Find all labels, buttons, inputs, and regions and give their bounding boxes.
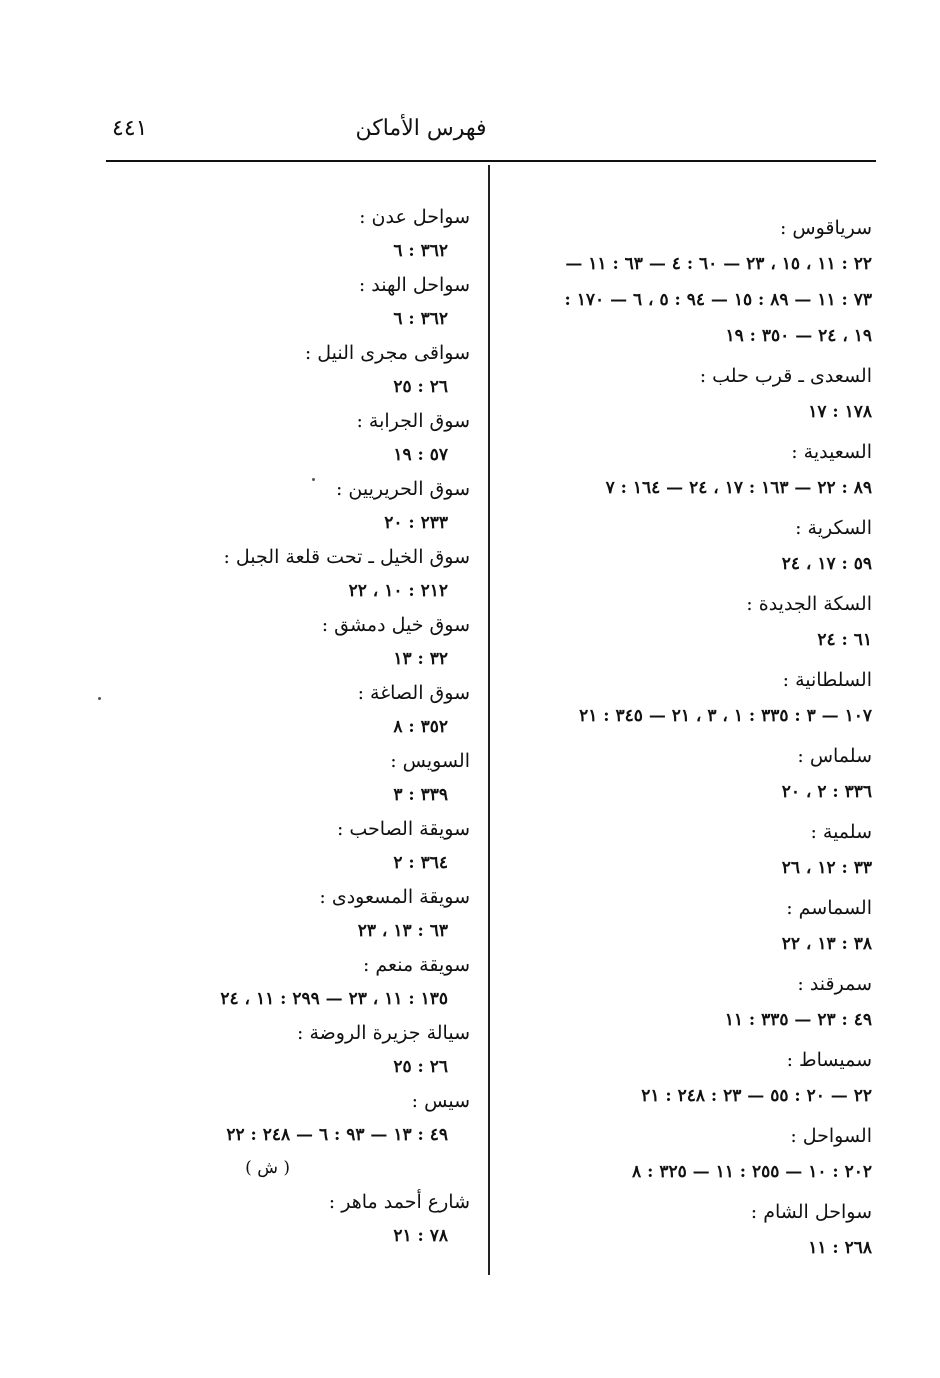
place-name: شارع أحمد ماهر : bbox=[328, 1191, 470, 1213]
page-refs: ٧٣ : ١١ — ٨٩ : ١٥ — ٩٤ : ٥ ، ٦ — ١٧٠ : bbox=[564, 290, 872, 310]
page-refs: ٢٢ — ٢٠ : ٥٥ — ٢٣ : ٢٤٨ : ٢١ bbox=[641, 1086, 872, 1106]
place-name: سواحل الشام : bbox=[750, 1201, 872, 1223]
index-entry bbox=[512, 968, 872, 1037]
page-refs: ٦١ : ٢٤ bbox=[817, 630, 872, 650]
column-divider bbox=[488, 165, 490, 1275]
page-refs: ٣٣٩ : ٣ bbox=[393, 785, 448, 805]
index-entry bbox=[512, 588, 872, 657]
page-refs: ١٣٥ : ١١ ، ٢٣ — ٢٩٩ : ١١ ، ٢٤ bbox=[220, 989, 448, 1009]
place-name: سوق الحريريين : bbox=[335, 478, 470, 500]
place-name: سواحل عدن : bbox=[359, 206, 470, 228]
index-entry bbox=[512, 816, 872, 885]
place-name: سلمية : bbox=[810, 821, 872, 843]
place-name: السعيدية : bbox=[791, 441, 872, 463]
index-entry bbox=[140, 813, 470, 880]
place-name: السكرية : bbox=[795, 517, 872, 539]
index-entry bbox=[512, 740, 872, 809]
index-entry bbox=[140, 609, 470, 676]
page-refs: ٣٣ : ١٢ ، ٢٦ bbox=[781, 858, 872, 878]
page-refs: ٣٥٢ : ٨ bbox=[393, 717, 448, 737]
index-entry bbox=[140, 473, 470, 540]
page-refs: ٢٦٨ : ١١ bbox=[808, 1238, 872, 1258]
index-entry bbox=[140, 745, 470, 812]
page-refs: ٣٣٦ : ٢ ، ٢٠ bbox=[781, 782, 872, 802]
index-entry bbox=[140, 1017, 470, 1084]
place-name: سيس : bbox=[411, 1090, 470, 1112]
place-name: السلطانية : bbox=[782, 669, 872, 691]
print-speck bbox=[312, 478, 315, 481]
place-name: سويقة المسعودى : bbox=[319, 886, 470, 908]
place-name: السكة الجديدة : bbox=[746, 593, 872, 615]
index-entry bbox=[140, 269, 470, 336]
index-entry bbox=[140, 881, 470, 948]
page-refs: ١٧٨ : ١٧ bbox=[808, 402, 872, 422]
place-name: سرياقوس : bbox=[779, 217, 872, 239]
place-name: سيالة جزيرة الروضة : bbox=[297, 1022, 470, 1044]
place-name: سمرقند : bbox=[797, 973, 872, 995]
page-refs: ٢٢ : ١١ ، ١٥ ، ٢٣ — ٦٠ : ٤ — ٦٣ : ١١ — bbox=[565, 254, 872, 274]
place-name: سوق الخيل ـ تحت قلعة الجبل : bbox=[223, 546, 470, 568]
place-name: سواقى مجرى النيل : bbox=[304, 342, 470, 364]
index-entry bbox=[512, 892, 872, 961]
page-refs: ٤٩ : ٢٣ — ٣٣٥ : ١١ bbox=[724, 1010, 872, 1030]
page-refs: ٥٧ : ١٩ bbox=[393, 445, 448, 465]
page-refs: ٢١٢ : ١٠ ، ٢٢ bbox=[348, 581, 448, 601]
page-refs: ٣٨ : ١٣ ، ٢٢ bbox=[781, 934, 872, 954]
place-name: السواحل : bbox=[790, 1125, 872, 1147]
section-letter-marker: ( ش ) bbox=[245, 1158, 290, 1178]
page-refs: ٦٣ : ١٣ ، ٢٣ bbox=[357, 921, 448, 941]
page-title: فهرس الأماكن bbox=[355, 116, 487, 141]
page-refs: ٤٩ : ١٣ — ٩٣ : ٦ — ٢٤٨ : ٢٢ bbox=[226, 1125, 448, 1145]
index-entry bbox=[140, 1186, 470, 1253]
index-entry bbox=[140, 201, 470, 268]
place-name: سميساط : bbox=[786, 1049, 872, 1071]
place-name: سوق خيل دمشق : bbox=[321, 614, 470, 636]
index-entry bbox=[140, 337, 470, 404]
page-refs: ٢٠٢ : ١٠ — ٢٥٥ : ١١ — ٣٢٥ : ٨ bbox=[632, 1162, 872, 1182]
page-refs: ١٩ ، ٢٤ — ٣٥٠ : ١٩ bbox=[725, 326, 872, 346]
page-refs: ٧٨ : ٢١ bbox=[393, 1226, 448, 1246]
place-name: سلماس : bbox=[797, 745, 872, 767]
index-entry bbox=[140, 541, 470, 608]
index-entry bbox=[140, 677, 470, 744]
index-entry bbox=[512, 360, 872, 429]
index-entry bbox=[140, 949, 470, 1016]
place-name: السماسم : bbox=[786, 897, 872, 919]
place-name: سوق الجرابة : bbox=[356, 410, 470, 432]
index-entry bbox=[140, 405, 470, 472]
page-refs: ٣٦٢ : ٦ bbox=[393, 241, 448, 261]
place-name: سويقة الصاحب : bbox=[336, 818, 470, 840]
index-entry bbox=[140, 1085, 470, 1152]
page-refs: ٣٢ : ١٣ bbox=[393, 649, 448, 669]
page-header bbox=[106, 112, 876, 162]
page-refs: ٥٩ : ١٧ ، ٢٤ bbox=[781, 554, 872, 574]
index-entry bbox=[512, 1120, 872, 1189]
page-refs: ٢٦ : ٢٥ bbox=[393, 377, 448, 397]
page-refs: ٢٣٣ : ٢٠ bbox=[384, 513, 448, 533]
index-entry bbox=[512, 436, 872, 505]
page-refs: ٨٩ : ٢٢ — ١٦٣ : ١٧ ، ٢٤ — ١٦٤ : ٧ bbox=[605, 478, 872, 498]
index-entry bbox=[512, 1044, 872, 1113]
index-entry bbox=[512, 512, 872, 581]
index-entry bbox=[512, 1196, 872, 1265]
index-entry bbox=[512, 212, 872, 353]
place-name: السعدى ـ قرب حلب : bbox=[699, 365, 872, 387]
index-entry bbox=[512, 664, 872, 733]
page-refs: ٣٦٤ : ٢ bbox=[393, 853, 448, 873]
place-name: سويقة منعم : bbox=[362, 954, 470, 976]
page-refs: ٢٦ : ٢٥ bbox=[393, 1057, 448, 1077]
page-refs: ١٠٧ — ٣ : ٣٣٥ : ١ ، ٣ ، ٢١ — ٣٤٥ : ٢١ bbox=[579, 706, 872, 726]
right-column bbox=[512, 200, 872, 1265]
place-name: سوق الصاغة : bbox=[357, 682, 470, 704]
place-name: سواحل الهند : bbox=[358, 274, 470, 296]
page-number: ٤٤١ bbox=[112, 116, 148, 141]
left-column bbox=[140, 200, 470, 1253]
print-speck bbox=[98, 697, 101, 700]
place-name: السويس : bbox=[390, 750, 470, 772]
page-refs: ٣٦٢ : ٦ bbox=[393, 309, 448, 329]
